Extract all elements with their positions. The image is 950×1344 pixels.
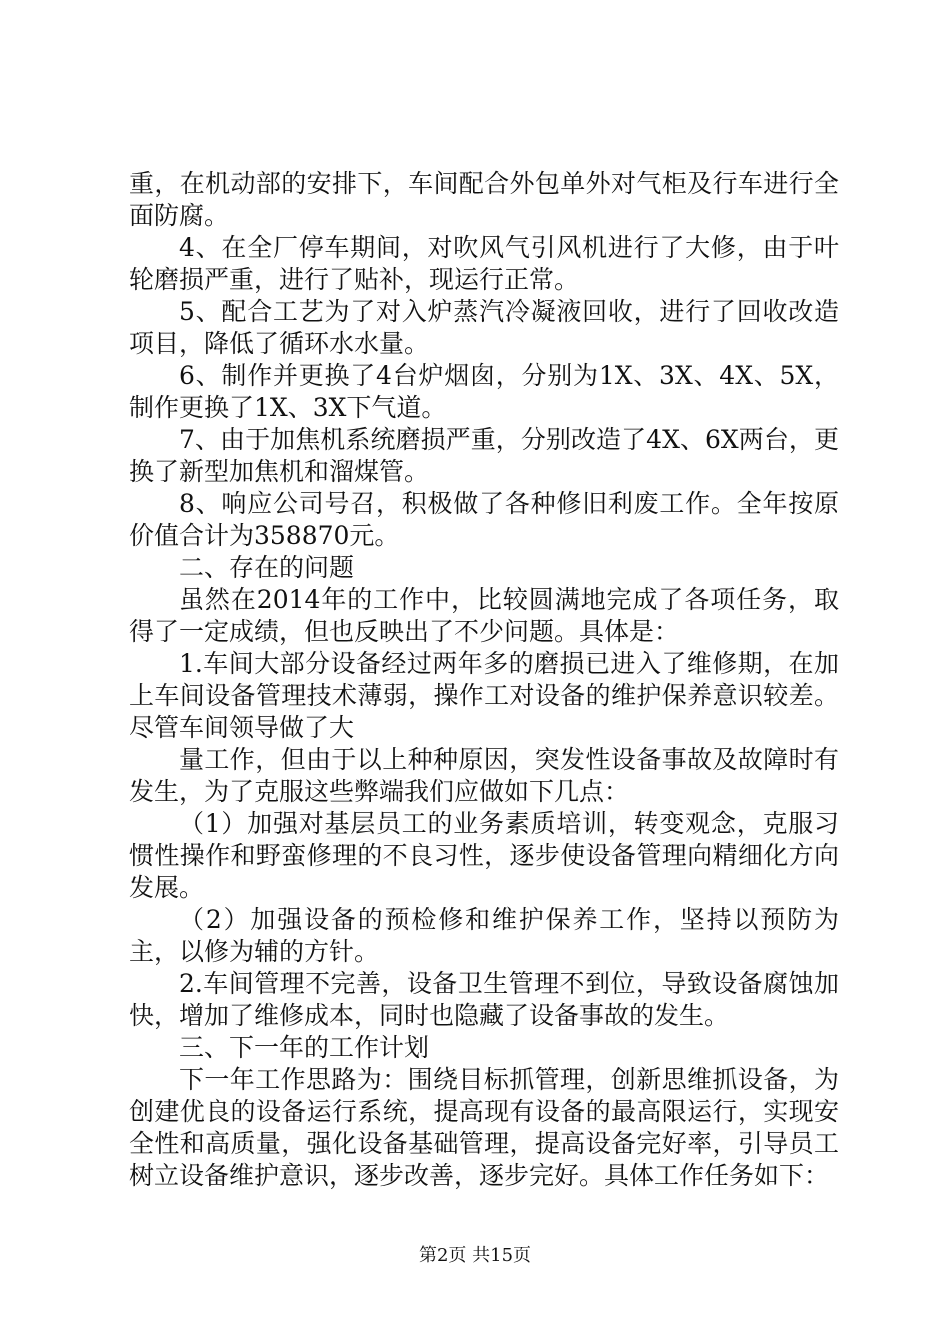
page-number-footer: 第2页 共15页 [418,1245,532,1266]
paragraph-measure-1: （1）加强对基层员工的业务素质培训，转变观念，克服习惯性操作和野蛮修理的不良习性，逐步使设备管理向精细化方向发展。 [129,809,839,902]
paragraph-problem-2: 2.车间管理不完善，设备卫生管理不到位，导致设备腐蚀加快，增加了维修成本，同时也隐藏了设备事故的发生。 [129,969,839,1030]
section-heading-plan: 三、下一年的工作计划 [179,1033,430,1062]
paragraph-problem-1-continued: 量工作，但由于以上种种原因，突发性设备事故及故障时有发生，为了克服这些弊端我们应做如下几点： [129,745,839,806]
paragraph-plan-intro: 下一年工作思路为：围绕目标抓管理，创新思维抓设备，为创建优良的设备运行系统，提高现有设备的最高限运行，实现安全性和高质量，强化设备基础管理，提高设备完好率，引导员工树立设备维护意识，逐步改善，逐步完好。具体工作任务如下： [129,1065,839,1190]
paragraph-item-7: 7、由于加焦机系统磨损严重，分别改造了4X、6X两台，更换了新型加焦机和溜煤管。 [129,425,839,486]
paragraph-item-5: 5、配合工艺为了对入炉蒸汽冷凝液回收，进行了回收改造项目，降低了循环水水量。 [129,297,839,358]
paragraph-measure-2: （2）加强设备的预检修和维护保养工作，坚持以预防为主，以修为辅的方针。 [129,905,839,966]
paragraph-continuation: 重，在机动部的安排下，车间配合外包单外对气柜及行车进行全面防腐。 [129,169,839,230]
paragraph-problems-intro: 虽然在2014年的工作中，比较圆满地完成了各项任务，取得了一定成绩，但也反映出了不少问题。具体是： [129,585,839,646]
paragraph-problem-1: 1.车间大部分设备经过两年多的磨损已进入了维修期，在加上车间设备管理技术薄弱，操作工对设备的维护保养意识较差。尽管车间领导做了大 [129,649,839,742]
paragraph-item-6: 6、制作并更换了4台炉烟囱，分别为1X、3X、4X、5X，制作更换了1X、3X下气道。 [129,361,839,422]
paragraph-item-4: 4、在全厂停车期间，对吹风气引风机进行了大修，由于叶轮磨损严重，进行了贴补，现运行正常。 [129,233,839,294]
document-body [129,168,839,1192]
section-heading-problems: 二、存在的问题 [179,553,355,582]
paragraph-item-8: 8、响应公司号召，积极做了各种修旧利废工作。全年按原价值合计为358870元。 [129,489,839,550]
